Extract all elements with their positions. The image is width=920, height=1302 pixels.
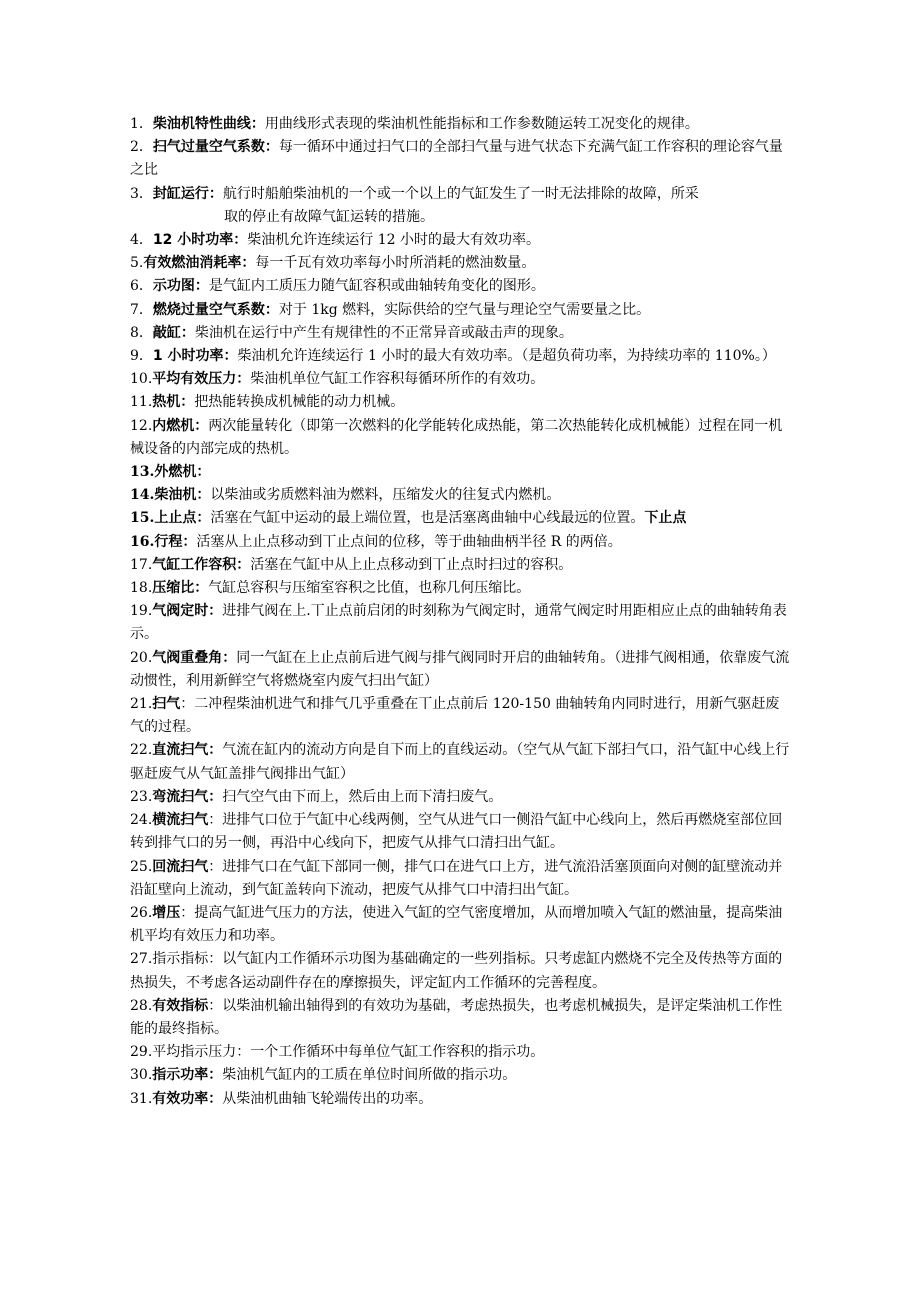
definition-entry-28: 28.有效指标：以柴油机输出轴得到的有效功为基础，考虑热损失，也考虑机械损失，是评定柴油机工作性能的最终指标。 xyxy=(130,997,783,1037)
definition-entry-29: 29.平均指示压力：一个工作循环中每单位气缸工作容积的指示功。 xyxy=(130,1044,545,1061)
definition-entry-15: 15.上止点：活塞在气缸中运动的最上端位置，也是活塞离曲轴中心线最远的位置。下止点 xyxy=(130,510,687,527)
definition-entry-11: 11.热机：把热能转换成机械能的动力机械。 xyxy=(130,394,405,411)
definition-entry-13: 13.外燃机： xyxy=(130,464,211,481)
definition-text: 平均指示压力：一个工作循环中每单位气缸工作容积的指示功。 xyxy=(152,1044,545,1061)
definition-text: ：进排气口位于气缸中心线两侧，空气从进气口一侧沿气缸中心线向上，然后再燃烧室部位回转到排气口的另一侧，再沿中心线向下，把废气从排气口清扫出气缸。 xyxy=(130,812,783,852)
term-label: 敲缸： xyxy=(152,324,195,341)
term-label: 有效功率： xyxy=(152,1090,223,1107)
term-label: 有效燃油消耗率： xyxy=(143,255,256,272)
definition-text: 柴油机在运行中产生有规律性的不正常异音或敲击声的现象。 xyxy=(194,324,573,341)
definition-text: 是气缸内工质压力随气缸容积或曲轴转角变化的图形。 xyxy=(208,278,545,295)
definition-entry-4: 4．12 小时功率：柴油机允许连续运行 12 小时的最大有效功率。 xyxy=(130,232,540,249)
definition-text: 气缸总容积与压缩室容积之比值，也称几何压缩比。 xyxy=(208,580,531,597)
definition-entry-6: 6．示功图：是气缸内工质压力随气缸容积或曲轴转角变化的图形。 xyxy=(130,278,545,295)
definition-entry-24: 24.横流扫气：进排气口位于气缸中心线两侧，空气从进气口一侧沿气缸中心线向上，然后再燃烧室部位回转到排气口的另一侧，再沿中心线向下，把废气从排气口清扫出气缸。 xyxy=(130,812,783,852)
definition-text: 活塞在气缸中从上止点移动到丅止点时扫过的容积。 xyxy=(250,556,573,573)
definition-text: ：以柴油机输出轴得到的有效功为基础，考虑热损失，也考虑机械损失，是评定柴油机工作性能的最终指标。 xyxy=(130,997,783,1037)
term-label: 外燃机： xyxy=(154,464,211,481)
definition-entry-20: 20.气阀重叠角：同一气缸在上止点前后进气阀与排气阀同时开启的曲轴转角。（进排气阀相通，依靠废气流动惯性，利用新鲜空气将燃烧室内废气扫出气缸） xyxy=(130,649,790,689)
definition-text: 指示指标：以气缸内工作循环示功图为基础确定的一些列指标。只考虑缸内燃烧不完全及传热等方面的热损失，不考虑各运动副件存在的摩擦损失，评定缸内工作循环的完善程度。 xyxy=(130,951,783,991)
term-label: 指示功率： xyxy=(152,1067,223,1084)
definition-text: 柴油机允许连续运行 12 小时的最大有效功率。 xyxy=(247,232,540,249)
term-label: 横流扫气 xyxy=(152,812,209,829)
definition-entry-3: 3．封缸运行：航行时船舶柴油机的一个或一个以上的气缸发生了一时无法排除的故障，所采 取的停止有故障气缸运转的措施。 xyxy=(130,183,790,229)
term-label: 回流扫气 xyxy=(152,858,209,875)
term-label: 热机： xyxy=(152,394,195,411)
definition-entry-14: 14.柴油机：以柴油或劣质燃料油为燃料，压缩发火的往复式内燃机。 xyxy=(130,487,561,504)
definition-entry-12: 12.内燃机：两次能量转化（即第一次燃料的化学能转化成热能，第二次热能转化成机械能）过程在同一机械设备的内部完成的热机。 xyxy=(130,417,783,457)
definition-entry-22: 22.直流扫气：气流在缸内的流动方向是自下而上的直线运动。（空气从气缸下部扫气口，沿气缸中心线上行驱赶废气从气缸盖排气阀排出气缸） xyxy=(130,742,790,782)
term-label: 压缩比： xyxy=(152,580,209,597)
definition-entry-5: 5.有效燃油消耗率：每一千瓦有效功率每小时所消耗的燃油数量。 xyxy=(130,255,536,272)
definition-text: ：提高气缸进气压力的方法，使进入气缸的空气密度增加，从而增加喷入气缸的燃油量，提高柴油机平均有效压力和功率。 xyxy=(130,904,783,945)
term-label: 1 小时功率： xyxy=(152,348,238,365)
definition-text: 同一气缸在上止点前后进气阀与排气阀同时开启的曲轴转角。（进排气阀相通，依靠废气流动惯性，利用新鲜空气将燃烧室内废气扫出气缸） xyxy=(130,649,790,689)
definition-text: 每一循环中通过扫气口的全部扫气量与进气状态下充满气缸工作容积的理论容气量之比 xyxy=(130,139,783,179)
definition-entry-23: 23.弯流扫气：扫气空气由下而上，然后由上而下清扫废气。 xyxy=(130,788,503,805)
term-label: 柴油机： xyxy=(154,487,211,504)
term-label: 行程： xyxy=(154,533,197,550)
definition-text: 活塞在气缸中运动的最上端位置，也是活塞离曲轴中心线最远的位置。 xyxy=(210,510,645,527)
definition-entry-17: 17.气缸工作容积：活塞在气缸中从上止点移动到丅止点时扫过的容积。 xyxy=(130,556,573,573)
definition-entry-27: 27.指示指标：以气缸内工作循环示功图为基础确定的一些列指标。只考虑缸内燃烧不完全及传热等方面的热损失，不考虑各运动副件存在的摩擦损失，评定缸内工作循环的完善程度。 xyxy=(130,951,783,991)
definition-text: 航行时船舶柴油机的一个或一个以上的气缸发生了一时无法排除的故障，所采 xyxy=(222,185,699,202)
definition-entry-31: 31.有效功率：从柴油机曲轴飞轮端传出的功率。 xyxy=(130,1090,433,1107)
term-label: 平均有效压力： xyxy=(152,371,251,388)
definition-entry-10: 10.平均有效压力：柴油机单位气缸工作容积每循环所作的有效功。 xyxy=(130,371,545,388)
definition-text: 柴油机气缸内的工质在单位时间所做的指示功。 xyxy=(222,1067,517,1084)
definition-text: ：进排气口在气缸下部同一侧，排气口在进气口上方，进气流沿活塞顶面向对侧的缸壁流动并沿缸壁向上流动，到气缸盖转向下流动，把废气从排气口中清扫出气缸。 xyxy=(130,858,783,898)
definition-text: ：二冲程柴油机进气和排气几乎重叠在丅止点前后 120-150 曲轴转角内同时进行，用新气驱赶废气的过程。 xyxy=(130,696,780,736)
term-label: 柴油机特性曲线： xyxy=(152,116,265,132)
definition-text: 进排气阀在上.丅止点前启闭的时刻称为气阀定时，通常气阀定时用距相应止点的曲轴转角表示。 xyxy=(130,603,787,643)
definition-entry-8: 8．敲缸：柴油机在运行中产生有规律性的不正常异音或敲击声的现象。 xyxy=(130,324,573,341)
term-label: 增压 xyxy=(152,904,181,921)
term-label: 上止点： xyxy=(154,510,211,527)
term-label: 示功图： xyxy=(152,278,209,295)
definition-text: 从柴油机曲轴飞轮端传出的功率。 xyxy=(222,1090,433,1107)
definition-text-continued: 取的停止有故障气缸运转的措施。 xyxy=(224,208,434,225)
definition-text: 两次能量转化（即第一次燃料的化学能转化成热能，第二次热能转化成机械能）过程在同一机械设备的内部完成的热机。 xyxy=(130,417,783,457)
definition-text: 把热能转换成机械能的动力机械。 xyxy=(194,394,405,411)
term-label: 弯流扫气： xyxy=(152,788,223,805)
definition-text: 柴油机允许连续运行 1 小时的最大有效功率。（是超负荷功率，为持续功率的 110%。） xyxy=(237,348,776,365)
term-label: 有效指标 xyxy=(152,997,209,1014)
term-label: 12 小时功率： xyxy=(152,232,248,249)
term-label: 气缸工作容积： xyxy=(152,556,251,573)
document-page xyxy=(130,113,790,1111)
definition-text: 扫气空气由下而上，然后由上而下清扫废气。 xyxy=(222,788,503,805)
term-label-secondary: 下止点 xyxy=(644,510,687,527)
term-label: 气阀重叠角： xyxy=(152,649,237,666)
definition-entry-30: 30.指示功率：柴油机气缸内的工质在单位时间所做的指示功。 xyxy=(130,1067,517,1084)
term-label: 扫气 xyxy=(152,696,181,713)
definition-text: 气流在缸内的流动方向是自下而上的直线运动。（空气从气缸下部扫气口，沿气缸中心线上行驱赶废气从气缸盖排气阀排出气缸） xyxy=(130,742,790,782)
definition-entry-16: 16.行程：活塞从上止点移动到丅止点间的位移，等于曲轴曲柄半径 R 的两倍。 xyxy=(130,533,622,550)
definition-text: 用曲线形式表现的柴油机性能指标和工作参数随运转工况变化的规律。 xyxy=(264,116,699,132)
definition-entry-26: 26.增压：提高气缸进气压力的方法，使进入气缸的空气密度增加，从而增加喷入气缸的燃油量，提高柴油机平均有效压力和功率。 xyxy=(130,904,783,945)
definition-entry-2: 2．扫气过量空气系数：每一循环中通过扫气口的全部扫气量与进气状态下充满气缸工作容积的理论容气量之比 xyxy=(130,139,783,179)
term-label: 内燃机： xyxy=(152,417,209,434)
definition-text: 每一千瓦有效功率每小时所消耗的燃油数量。 xyxy=(255,255,536,272)
definition-entry-7: 7．燃烧过量空气系数：对于 1kg 燃料，实际供给的空气量与理论空气需要量之比。 xyxy=(130,301,651,318)
definition-entry-1: 1．柴油机特性曲线：用曲线形式表现的柴油机性能指标和工作参数随运转工况变化的规律。 xyxy=(130,116,699,132)
definition-entry-19: 19.气阀定时：进排气阀在上.丅止点前启闭的时刻称为气阀定时，通常气阀定时用距相应止点的曲轴转角表示。 xyxy=(130,603,787,643)
definition-entry-25: 25.回流扫气：进排气口在气缸下部同一侧，排气口在进气口上方，进气流沿活塞顶面向对侧的缸壁流动并沿缸壁向上流动，到气缸盖转向下流动，把废气从排气口中清扫出气缸。 xyxy=(130,858,783,898)
term-label: 扫气过量空气系数： xyxy=(152,139,279,156)
definition-text: 以柴油或劣质燃料油为燃料，压缩发火的往复式内燃机。 xyxy=(210,487,561,504)
definition-text: 柴油机单位气缸工作容积每循环所作的有效功。 xyxy=(250,371,545,388)
definition-entry-21: 21.扫气：二冲程柴油机进气和排气几乎重叠在丅止点前后 120-150 曲轴转角内同时进行，用新气驱赶废气的过程。 xyxy=(130,696,780,736)
definition-entry-9: 9．1 小时功率：柴油机允许连续运行 1 小时的最大有效功率。（是超负荷功率，为持续功率的 110%。） xyxy=(130,348,776,365)
definition-text: 对于 1kg 燃料，实际供给的空气量与理论空气需要量之比。 xyxy=(278,301,651,318)
term-label: 封缸运行： xyxy=(152,185,223,202)
term-label: 燃烧过量空气系数： xyxy=(152,301,279,318)
term-label: 直流扫气： xyxy=(152,742,223,759)
definition-entry-18: 18.压缩比：气缸总容积与压缩室容积之比值，也称几何压缩比。 xyxy=(130,580,531,597)
definition-text: 活塞从上止点移动到丅止点间的位移，等于曲轴曲柄半径 R 的两倍。 xyxy=(196,533,622,550)
term-label: 气阀定时： xyxy=(152,603,223,620)
